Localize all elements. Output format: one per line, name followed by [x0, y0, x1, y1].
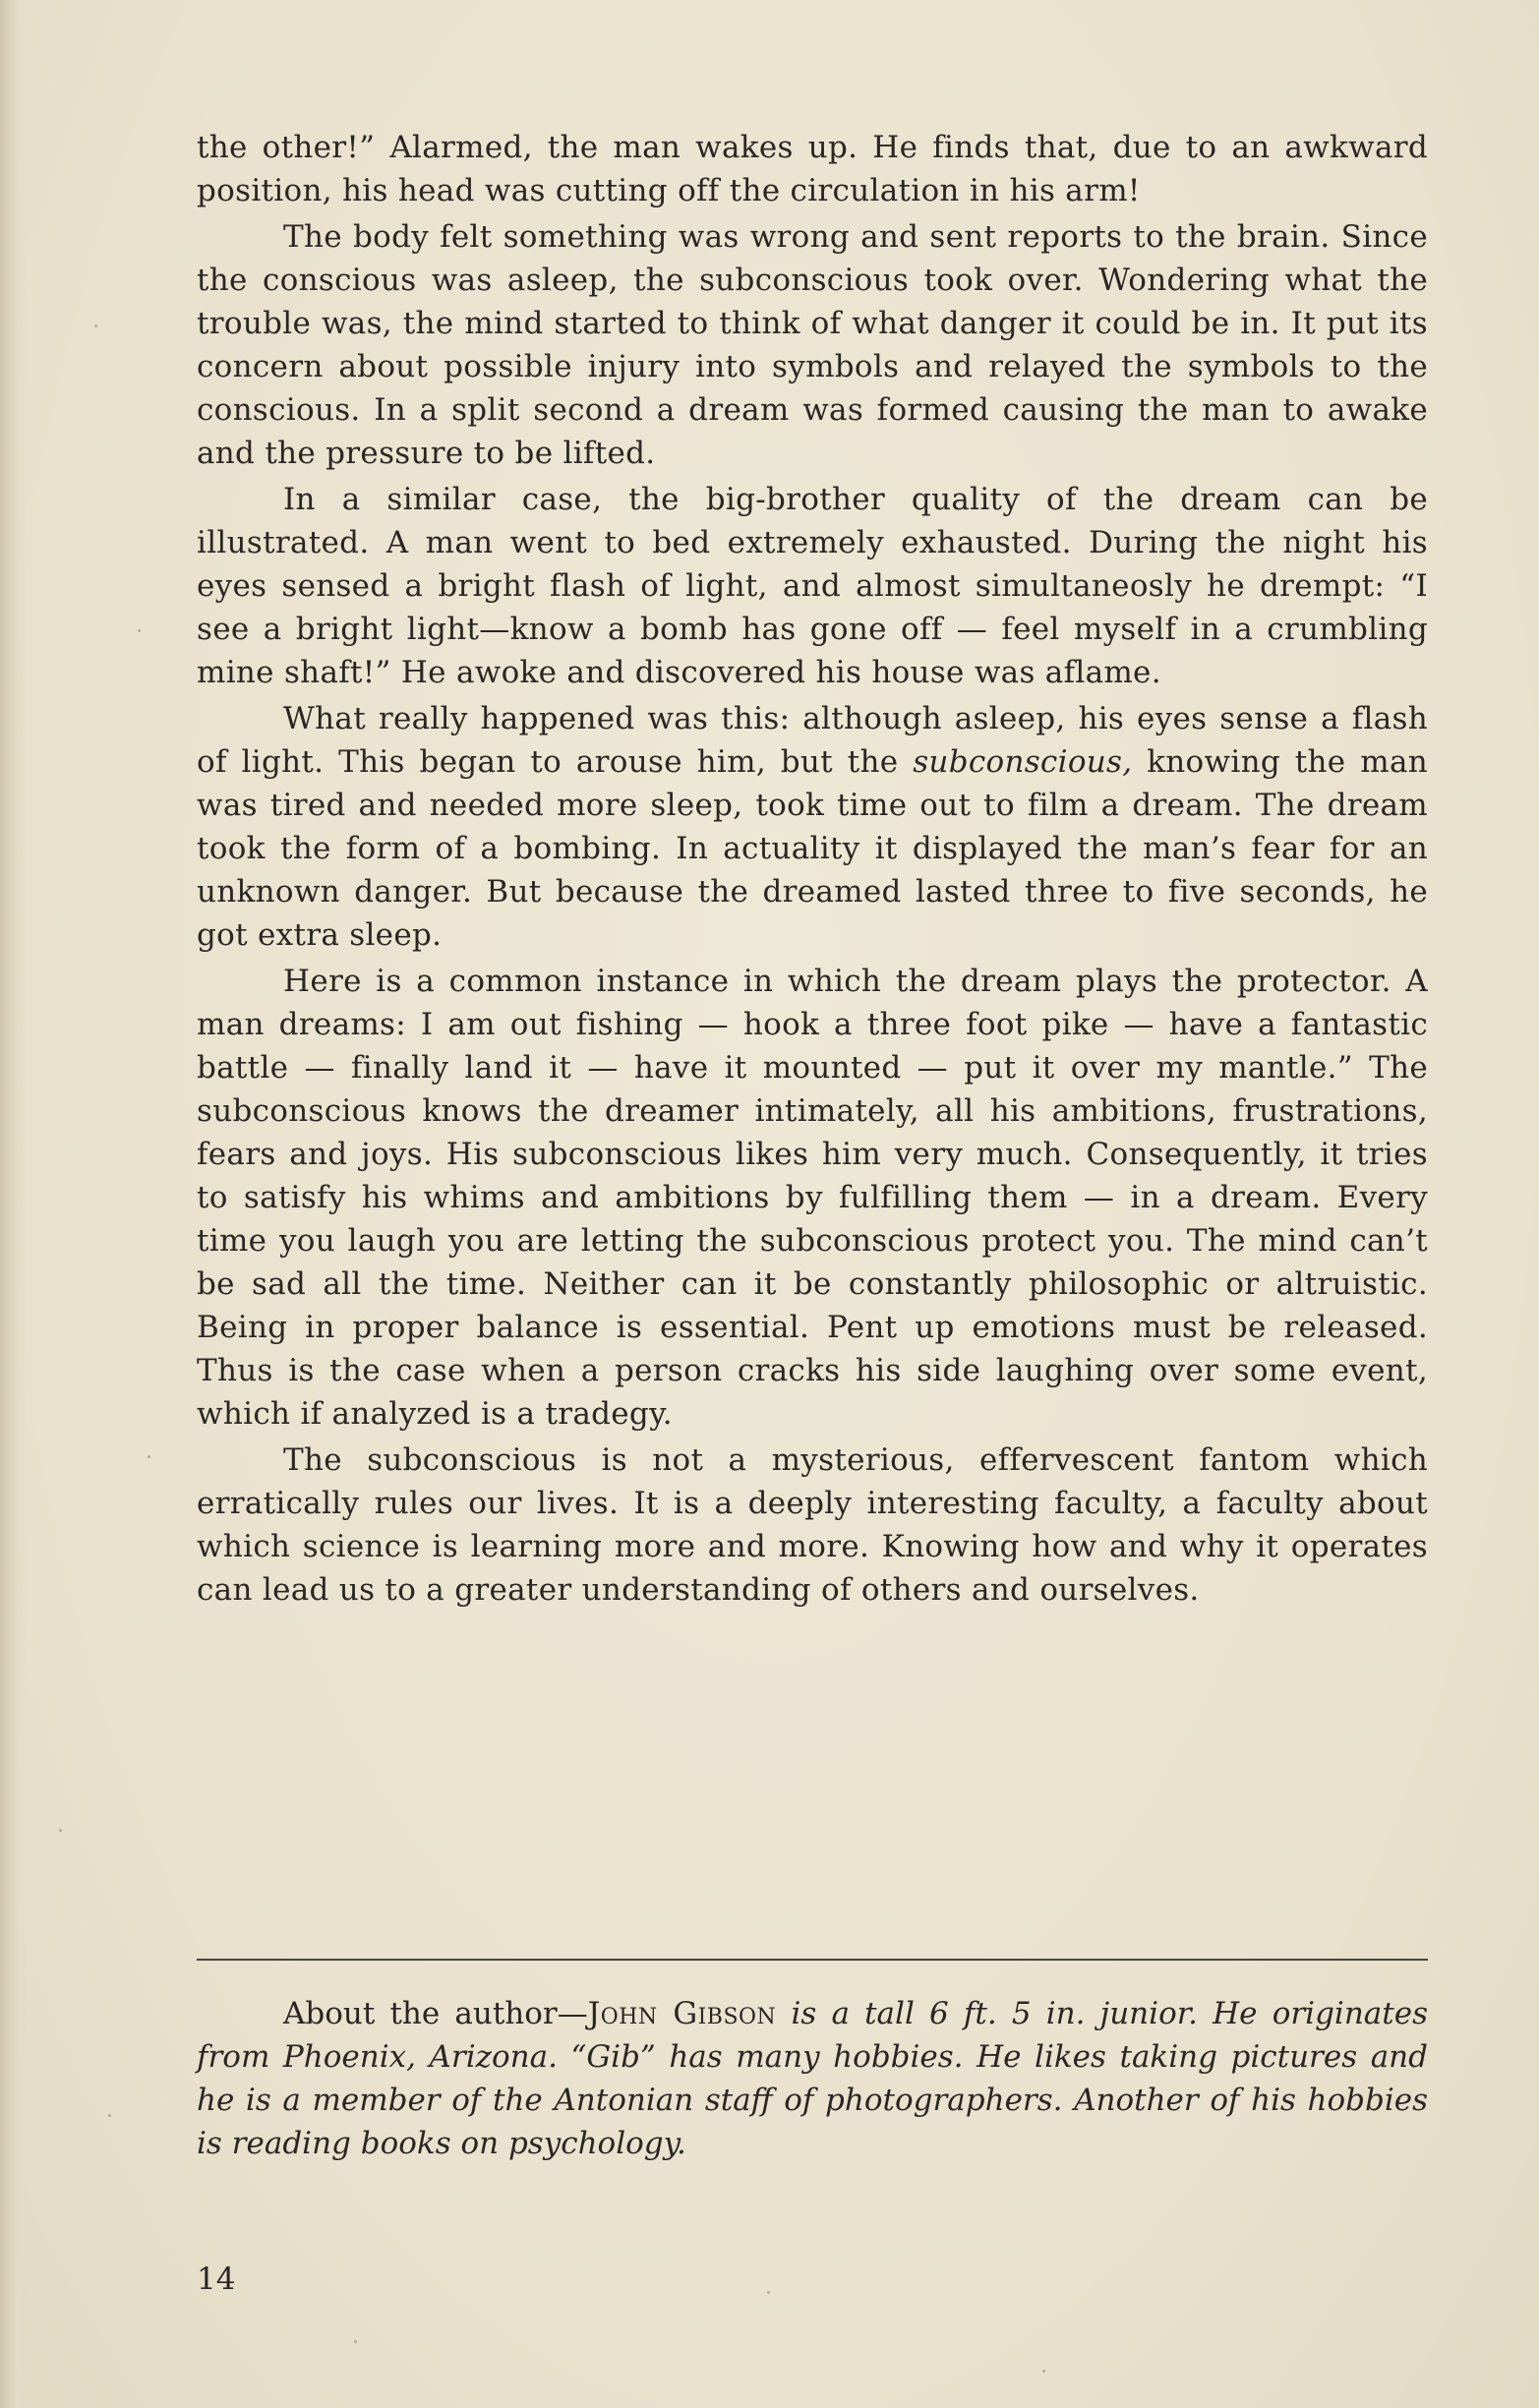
paper-speck — [59, 1829, 62, 1832]
paper-speck — [1042, 2370, 1045, 2373]
paragraph-4-before: What really happened was this: although asleep, his eyes sense a flash of light. This began to arouse him, but the — [197, 701, 1428, 780]
paragraph-4-emphasis: subconscious, — [913, 744, 1133, 780]
paragraph-5: Here is a common instance in which the dream plays the protector. A man dreams: I am out fishing — hook a three foot pike — have a fantastic battle — finally land it — have it mounted — put it over my mantle.” The subconscious knows the dreamer intimately, all his ambitions, frustrations, fears and joys. His subconscious likes him very much. Consequently, it tries to satisfy his whims and ambitions by fulfilling them — in a dream. Every time you laugh you are letting the subconscious protect you. The mind can’t be sad all the time. Neither can it be constantly philosophic or altruistic. Being in proper balance is essential. Pent up emotions must be released. Thus is the case when a person cracks his side laughing over some event, which if analyzed is a tradegy. — [197, 964, 1428, 1432]
author-note — [197, 1992, 1428, 2165]
paragraph-4 — [197, 697, 1428, 957]
paragraph-1: the other!” Alarmed, the man wakes up. He finds that, due to an awkward position, his head was cutting off the circulation in his arm! — [197, 130, 1428, 208]
author-note-lead: About the author— — [283, 1996, 588, 2031]
author-bio: is a tall 6 ft. 5 in. junior. He originates from Phoenix, Arizona. “Gib” has many hobbies. He likes taking pictures and he is a member of the Antonian staff of photographers. Another of his hobbies is reading books on psychology. — [197, 1996, 1429, 2161]
paper-speck — [354, 2340, 357, 2343]
page-number: 14 — [197, 2261, 236, 2297]
paragraph-2: The body felt something was wrong and sent reports to the brain. Since the conscious was asleep, the subconscious took over. Wondering what the trouble was, the mind started to think of what danger it could be in. It put its concern about possible injury into symbols and relayed the symbols to the conscious. In a split second a dream was formed causing the man to awake and the pressure to be lifted. — [197, 219, 1428, 471]
paper-speck — [767, 2291, 770, 2294]
paragraph-4-after: knowing the man was tired and needed more sleep, took time out to film a dream. The dream took the form of a bombing. In actuality it displayed the man’s fear for an unknown danger. But because the dreamed lasted three to five seconds, he got extra sleep. — [197, 744, 1428, 953]
page-edge-shadow — [0, 0, 28, 2408]
paper-speck — [138, 629, 141, 632]
paper-speck — [148, 1455, 150, 1458]
author-name: John Gibson — [587, 1996, 777, 2031]
article-body — [197, 126, 1428, 1615]
section-divider — [197, 1959, 1428, 1961]
paragraph-3: In a similar case, the big-brother quality of the dream can be illustrated. A man went to bed extremely exhausted. During the night his eyes sensed a bright flash of light, and almost simultaneosly he drempt: “I see a bright light—know a bomb has gone off — feel myself in a crumbling mine shaft!” He awoke and discovered his house was aflame. — [197, 482, 1428, 690]
paragraph-6: The subconscious is not a mysterious, effervescent fantom which erratically rules our lives. It is a deeply interesting faculty, a faculty about which science is learning more and more. Knowing how and why it operates can lead us to a greater understanding of others and ourselves. — [197, 1442, 1428, 1608]
paper-speck — [94, 324, 97, 327]
paper-speck — [108, 2114, 111, 2117]
